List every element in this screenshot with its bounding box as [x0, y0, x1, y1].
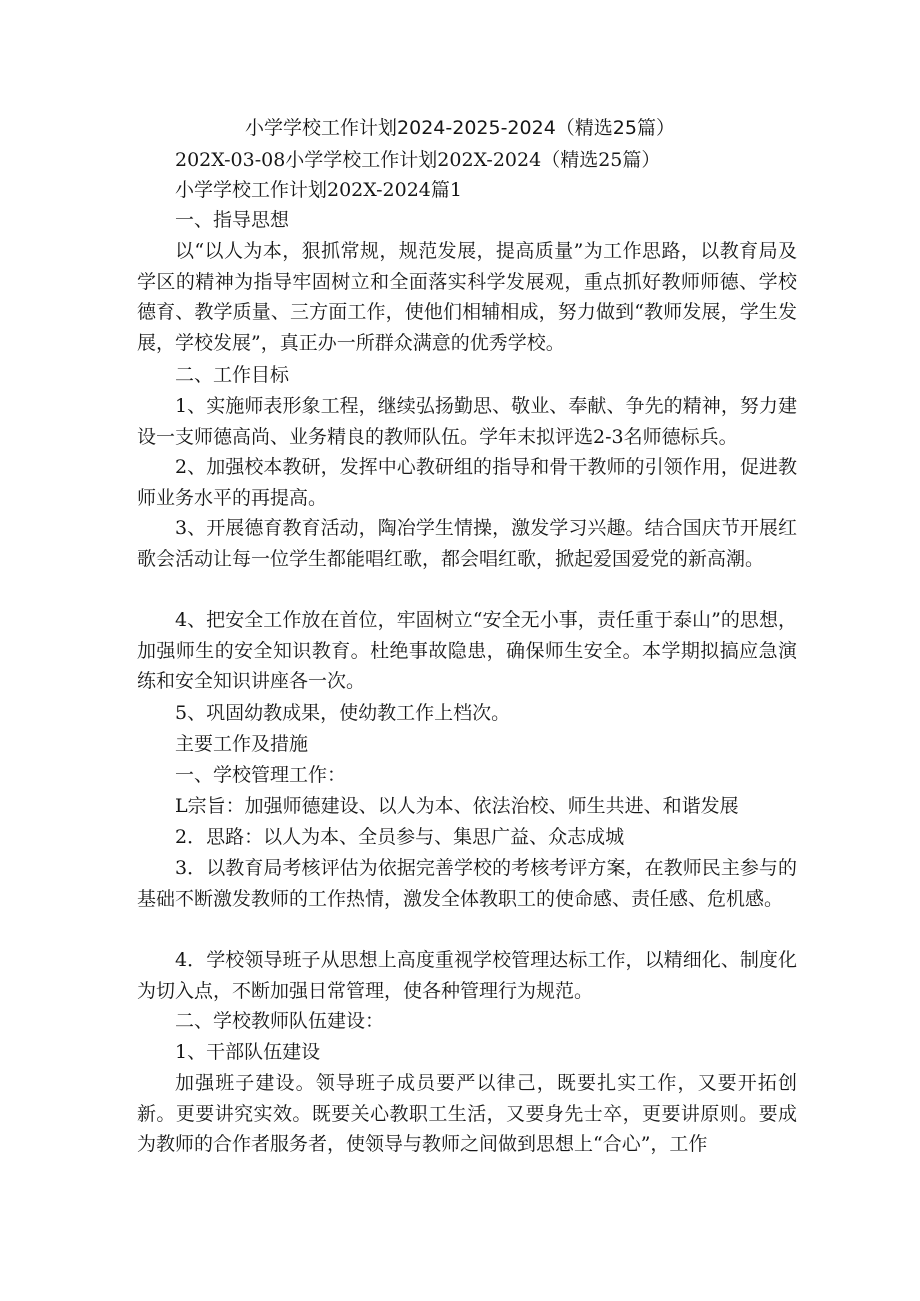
goal-item: 1、实施师表形象工程，继续弘扬勤思、敬业、奉献、争先的精神，努力建设一支师德高尚、业务精良的教师队伍。学年末拟评选2-3名师德标兵。 [137, 395, 797, 448]
goal-item: 2、加强校本教研，发挥中心教研组的指导和骨干教师的引领作用，促进教师业务水平的再提高。 [137, 456, 797, 509]
management-item: 3．以教育局考核评估为依据完善学校的考核考评方案，在教师民主参与的基础不断激发教师的工作热情，激发全体教职工的使命感、责任感、危机感。 [137, 857, 797, 910]
section-heading-work-goals: 二、工作目标 [175, 364, 290, 386]
date-line: 202X-03-08小学学校工作计划202X-2024（精选25篇） [175, 149, 661, 171]
section-heading-school-management: 一、学校管理工作： [175, 764, 347, 786]
chapter-heading: 小学学校工作计划202X-2024篇1 [175, 179, 462, 201]
section-heading-teacher-team: 二、学校教师队伍建设： [175, 1010, 385, 1032]
management-item: L宗旨：加强师德建设、以人为本、依法治校、师生共进、和谐发展 [175, 795, 739, 817]
management-item: 4．学校领导班子从思想上高度重视学校管理达标工作，以精细化、制度化为切入点，不断加强日常管理，使各种管理行为规范。 [137, 949, 797, 1002]
document-title: 小学学校工作计划2024-2025-2024（精选25篇） [245, 117, 675, 139]
paragraph-guiding-thought: 以“以人为本，狠抓常规，规范发展，提高质量”为工作思路，以教育局及学区的精神为指导牢固树立和全面落实科学发展观，重点抓好教师师德、学校德育、教学质量、三方面工作，使他们相辅相成，努力做到“教师发展，学生发展，学校发展”，真正办一所群众满意的优秀学校。 [137, 240, 797, 354]
section-heading-guiding-thought: 一、指导思想 [175, 209, 290, 231]
goal-item: 4、把安全工作放在首位，牢固树立“安全无小事，责任重于泰山”的思想，加强师生的安全知识教育。杜绝事故隐患，确保师生安全。本学期拟搞应急演练和安全知识讲座各一次。 [137, 609, 797, 692]
subheading-cadre-team: 1、干部队伍建设 [175, 1041, 321, 1063]
main-work-heading: 主要工作及措施 [175, 733, 309, 755]
paragraph-cadre-team: 加强班子建设。领导班子成员要严以律己，既要扎实工作，又要开拓创新。更要讲究实效。既要关心教职工生活，又要身先士卒，更要讲原则。要成为教师的合作者服务者，使领导与教师之间做到思想上“合心”，工作 [137, 1072, 797, 1155]
management-item: 2．思路：以人为本、全员参与、集思广益、众志成城 [175, 826, 625, 848]
goal-item: 3、开展德育教育活动，陶冶学生情操，激发学习兴趣。结合国庆节开展红歌会活动让每一位学生都能唱红歌，都会唱红歌，掀起爱国爱党的新高潮。 [137, 517, 797, 570]
goal-item: 5、巩固幼教成果，使幼教工作上档次。 [175, 702, 511, 724]
